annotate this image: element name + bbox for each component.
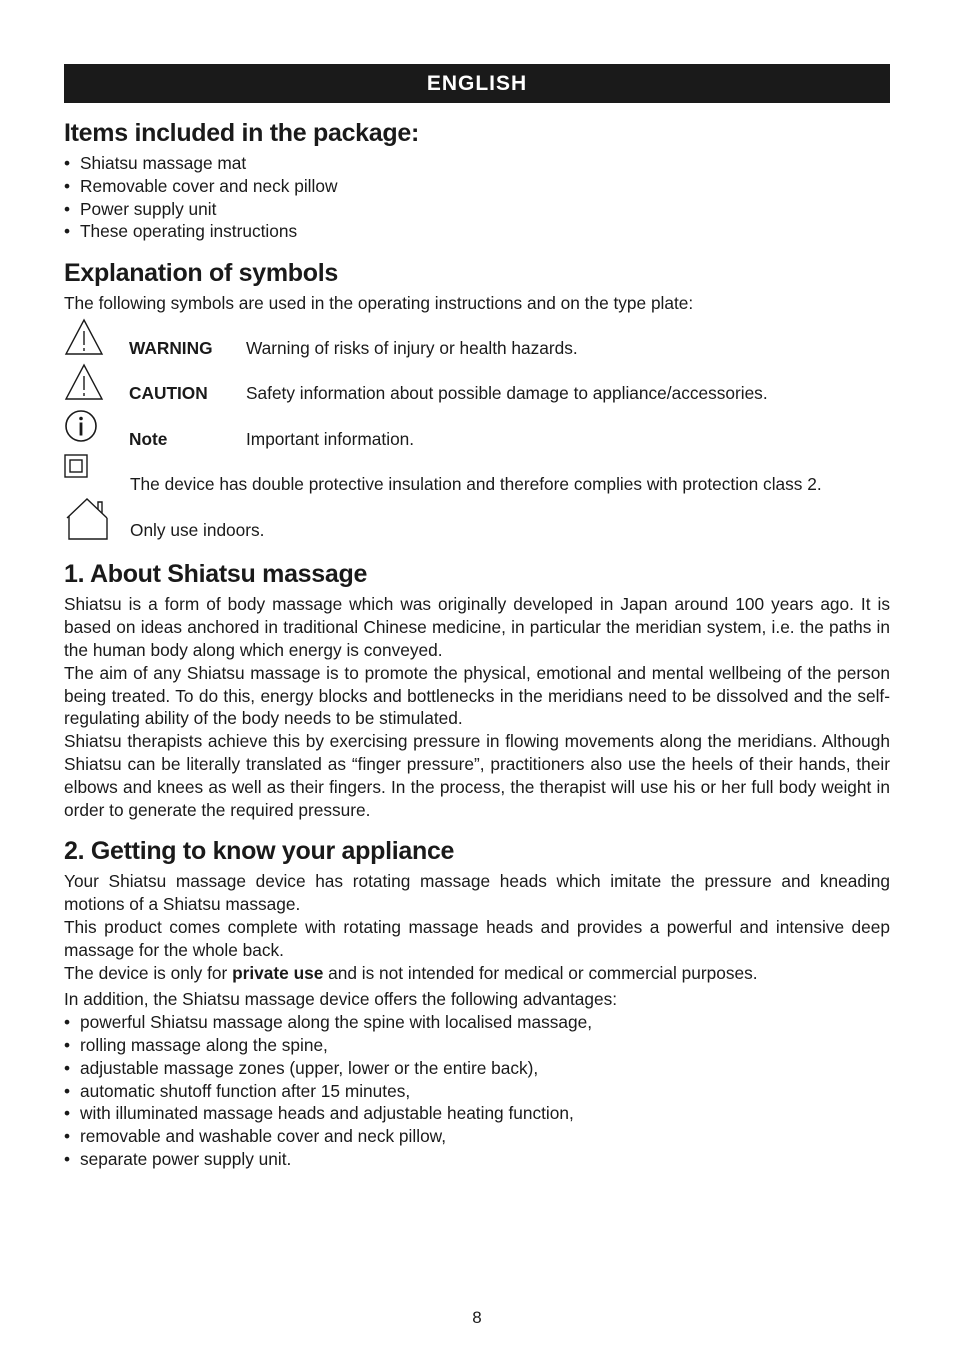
paragraph: Your Shiatsu massage device has rotating massage heads which imitate the pressure and kneading motions of a Shiatsu massage. (64, 871, 890, 915)
symbols-intro: The following symbols are used in the operating instructions and on the type plate: (64, 293, 694, 314)
paragraph: Shiatsu therapists achieve this by exercising pressure in flowing movements along the meridians. Although Shiatsu can be literally translated as “finger pressure”, practitioners also use the heels of their hands, their elbows and knees as well as their fingers. In the process, the therapist will use his or her full body weight in order to generate the required pressure. (64, 731, 890, 820)
symbol-row-insulation (64, 454, 890, 500)
about-heading: 1. About Shiatsu massage (64, 560, 368, 589)
list-item: • adjustable massage zones (upper, lower or the entire back), (64, 1057, 890, 1080)
private-use-bold: private use (232, 962, 324, 983)
about-body (64, 593, 890, 821)
symbol-label: CAUTION (129, 383, 208, 404)
paragraph: Shiatsu is a form of body massage which was originally developed in Japan around 100 years ago. It is based on ideas anchored in traditional Chinese medicine, in particular the meridian system, i.e. the paths in the human body along which energy is conveyed. (64, 594, 890, 661)
list-item: • Power supply unit (64, 198, 890, 221)
language-header: ENGLISH (64, 64, 890, 103)
private-use-text-after: and is not intended for medical or commercial purposes. (323, 962, 758, 983)
double-insulation-icon (64, 454, 90, 480)
caution-triangle-icon (64, 363, 104, 401)
symbol-label: Note (129, 428, 168, 449)
items-list (64, 152, 890, 243)
private-use-paragraph (64, 962, 890, 985)
symbol-description: Safety information about possible damage to appliance/accessories. (246, 383, 768, 404)
symbol-row-warning (64, 318, 890, 364)
symbols-heading: Explanation of symbols (64, 259, 339, 288)
private-use-text-before: The device is only for (64, 962, 233, 983)
symbol-description: Warning of risks of injury or health hazards. (246, 337, 578, 358)
symbol-label: WARNING (129, 337, 213, 358)
list-item: • Removable cover and neck pillow (64, 175, 890, 198)
house-icon (64, 497, 112, 541)
warning-triangle-icon (64, 318, 104, 356)
appliance-heading: 2. Getting to know your appliance (64, 837, 455, 866)
symbol-description: The device has double protective insulation and therefore complies with protection class 2. (130, 474, 822, 495)
advantages-list (64, 1011, 890, 1171)
list-item: • separate power supply unit. (64, 1148, 890, 1171)
list-item: • with illuminated massage heads and adjustable heating function, (64, 1102, 890, 1125)
list-item: • removable and washable cover and neck pillow, (64, 1125, 890, 1148)
advantages-block (64, 988, 890, 1170)
paragraph: This product comes complete with rotating massage heads and provides a powerful and intensive deep massage for the whole back. (64, 917, 890, 960)
list-item: • powerful Shiatsu massage along the spine with localised massage, (64, 1011, 890, 1034)
symbol-row-note (64, 409, 890, 455)
appliance-body (64, 870, 890, 984)
list-item: • These operating instructions (64, 220, 890, 243)
symbol-description: Important information. (246, 428, 415, 449)
symbol-row-indoors (64, 500, 890, 546)
list-item: • Shiatsu massage mat (64, 152, 890, 175)
list-item: • rolling massage along the spine, (64, 1034, 890, 1057)
items-heading: Items included in the package: (64, 119, 419, 147)
list-item: • automatic shutoff function after 15 minutes, (64, 1080, 890, 1103)
page-number: 8 (472, 1308, 482, 1327)
symbol-row-caution (64, 363, 890, 409)
advantages-intro: In addition, the Shiatsu massage device offers the following advantages: (64, 989, 618, 1010)
manual-page (64, 64, 890, 1171)
paragraph: The aim of any Shiatsu massage is to promote the physical, emotional and mental wellbeing of the person being treated. To do this, energy blocks and bottlenecks in the meridians need to be dissolved and the self-regulating ability of the body needs to be stimulated. (64, 662, 890, 729)
symbols-table (64, 318, 890, 546)
info-circle-icon (64, 409, 100, 445)
symbol-description: Only use indoors. (130, 519, 265, 540)
